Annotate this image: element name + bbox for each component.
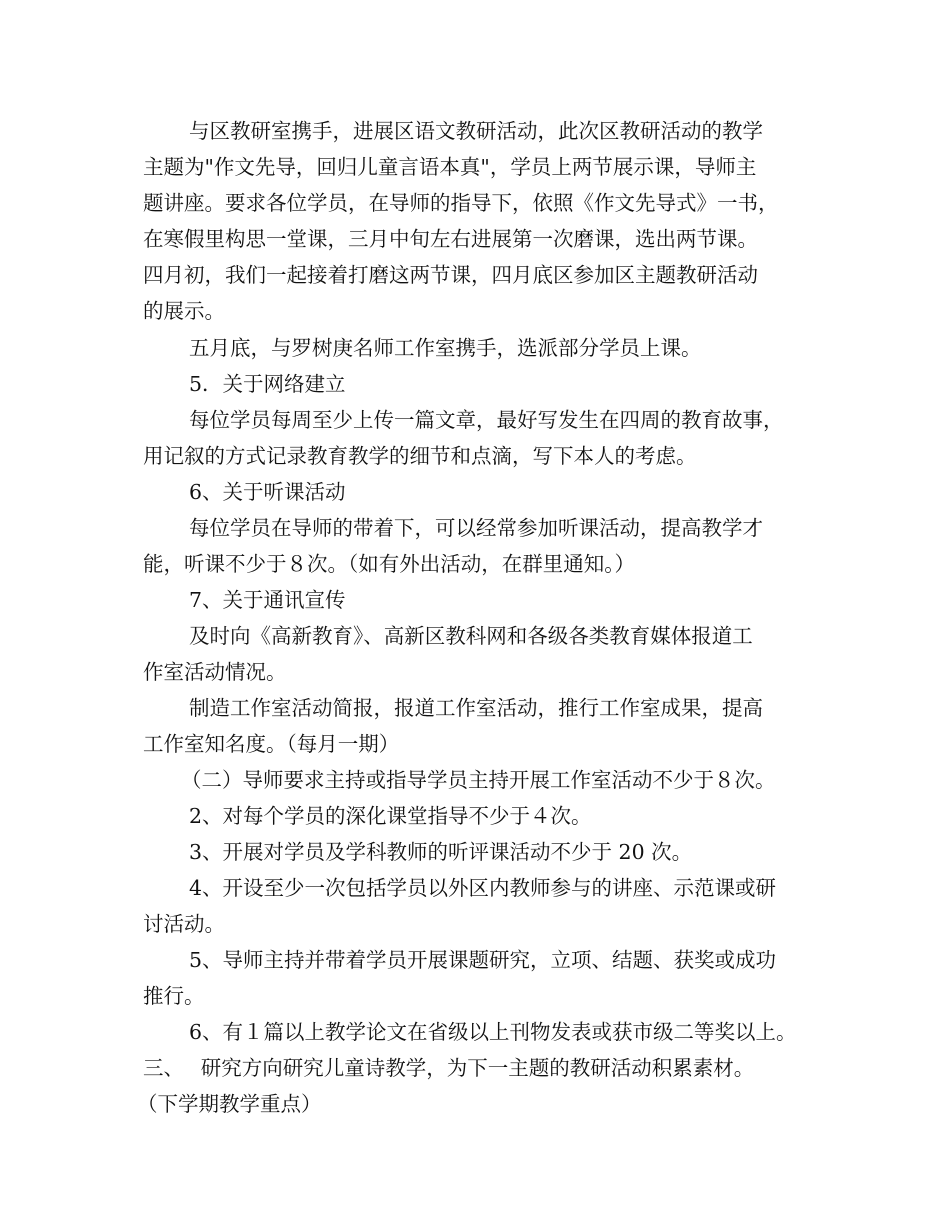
paragraph-line-15: 及时向《高新教育》、高新区教科网和各级各类教育媒体报道工: [189, 624, 753, 648]
paragraph-line-3: 题讲座。要求各位学员，在导师的指导下，依照《作文先导式》一书，: [143, 191, 779, 215]
paragraph-line-last: （下学期教学重点）: [137, 1092, 322, 1116]
section-heading-network: 5．关于网络建立: [189, 372, 346, 396]
paragraph-line-10: 用记叙的方式记录教育教学的细节和点滴，写下本人的考虑。: [143, 444, 697, 468]
section-heading-publicity: 7、关于通讯宣传: [189, 588, 346, 612]
paragraph-line-2: 主题为"作文先导，回归儿童言语本真"，学员上两节展示课，导师主: [143, 155, 757, 179]
list-item-2: 2、对每个学员的深化课堂指导不少于４次。: [189, 804, 592, 828]
list-item-4: 4、开设至少一次包括学员以外区内教师参与的讲座、示范课或研: [189, 876, 777, 900]
paragraph-line-17: 制造工作室活动简报，报道工作室活动，推行工作室成果，提高: [189, 696, 763, 720]
paragraph-line-16: 作室活动情况。: [143, 660, 287, 684]
list-item-3: 3、开展对学员及学科教师的听评课活动不少于 20 次。: [189, 840, 693, 864]
paragraph-line-4: 在寒假里构思一堂课，三月中旬左右进展第一次磨课，选出两节课。: [143, 227, 758, 251]
paragraph-line-9: 每位学员每周至少上传一篇文章，最好写发生在四周的教育故事，: [189, 408, 784, 432]
paragraph-line-18: 工作室知名度。（每月一期）: [143, 732, 400, 756]
section-heading-three: 三、 研究方向研究儿童诗教学，为下一主题的教研活动积累素材。: [143, 1056, 755, 1080]
paragraph-line-1: 与区教研室携手，进展区语文教研活动，此次区教研活动的教学: [189, 119, 763, 143]
list-item-5: 5、导师主持并带着学员开展课题研究，立项、结题、获奖或成功: [189, 948, 777, 972]
list-item-6: 6、有１篇以上教学论文在省级以上刊物发表或获市级二等奖以上。: [189, 1020, 797, 1044]
list-item-4-cont: 讨活动。: [143, 912, 225, 936]
paragraph-line-5: 四月初，我们一起接着打磨这两节课，四月底区参加区主题教研活动: [143, 263, 758, 287]
paragraph-line-13: 能，听课不少于８次。（如有外出活动，在群里通知。）: [143, 552, 635, 576]
paragraph-line-6: 的展示。: [143, 299, 225, 323]
paragraph-line-12: 每位学员在导师的带着下，可以经常参加听课活动，提高教学才: [189, 516, 763, 540]
paragraph-line-7: 五月底，与罗树庚名师工作室携手，选派部分学员上课。: [189, 336, 702, 360]
section-heading-mentor: （二）导师要求主持或指导学员主持开展工作室活动不少于８次。: [181, 768, 776, 792]
section-heading-listening: 6、关于听课活动: [189, 480, 346, 504]
list-item-5-cont: 推行。: [143, 984, 205, 1008]
